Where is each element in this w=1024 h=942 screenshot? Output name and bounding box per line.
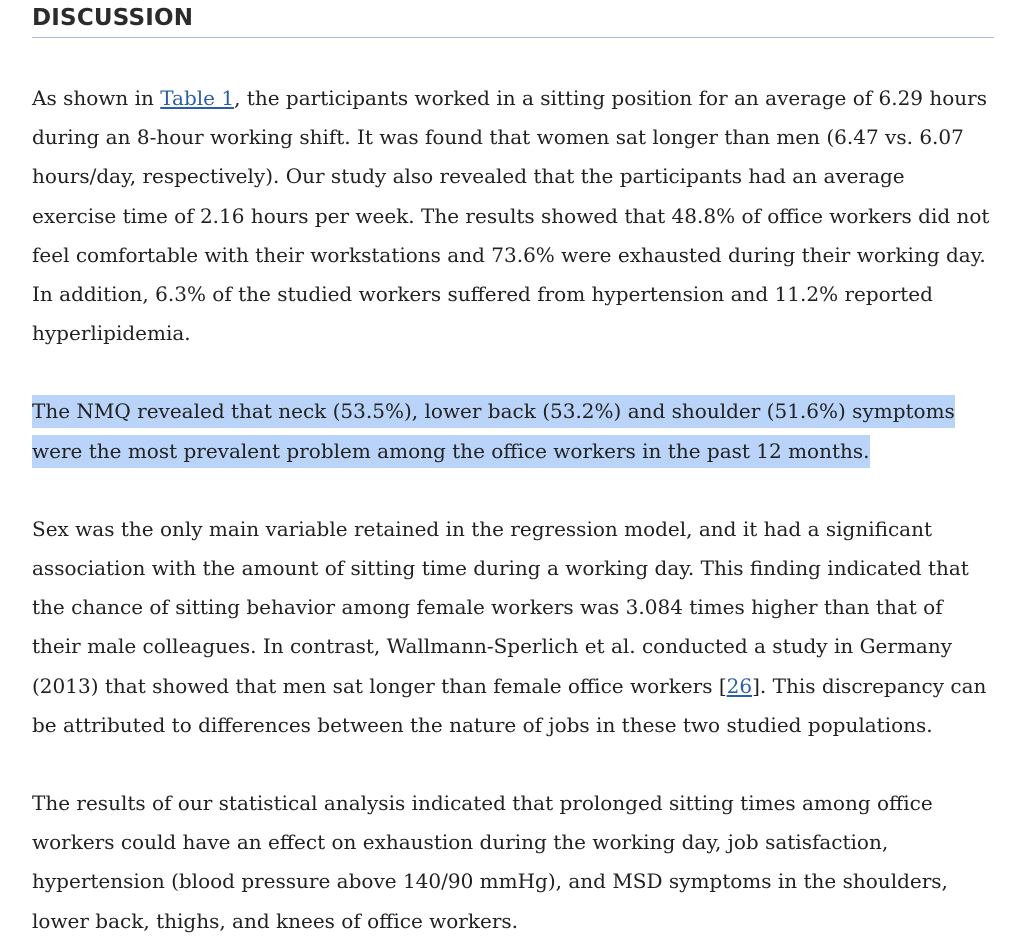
paragraph-text: ]. This discrepancy can be attributed to differences between the nature of jobs in these two studied populations. — [32, 673, 987, 737]
article-discussion-section — [32, 0, 994, 941]
paragraph-text: As shown in — [32, 86, 161, 110]
paragraph-statistical-analysis: The results of our statistical analysis indicated that prolonged sitting times among office workers could have an effect on exhaustion during the working day, job satisfaction, hypertension (blood pressure above 140/90 mmHg), and MSD symptoms in the shoulders, lower back, thighs, and knees of office workers. — [32, 791, 948, 933]
paragraph-regression-model — [32, 510, 994, 745]
table-1-link[interactable]: Table 1 — [160, 86, 235, 110]
selected-text-highlight[interactable]: The NMQ revealed that neck (53.5%), lower back (53.2%) and shoulder (51.6%) symptoms were the most prevalent problem among the office workers in the past 12 months. — [32, 395, 955, 467]
paragraph-text: , the participants worked in a sitting position for an average of 6.29 hours during an 8-hour working shift. It was found that women sat longer than men (6.47 vs. 6.07 hours/day, respectively). Our study also revealed that the participants had an average exercise time of 2.16 hours per week. The results showed that 48.8% of office workers did not feel comfortable with their workstations and 73.6% were exhausted during their working day. In addition, 6.3% of the studied workers suffered from hypertension and 11.2% reported hyperlipidemia. — [32, 86, 990, 346]
paragraph-text: Sex was the only main variable retained in the regression model, and it had a significant association with the amount of sitting time during a working day. This finding indicated that the chance of sitting behavior among female workers was 3.084 times higher than that of their male colleagues. In contrast, Wallmann-Sperlich et al. conducted a study in Germany (2013) that showed that men sat longer than female office workers [ — [32, 516, 969, 698]
section-heading: DISCUSSION — [32, 5, 194, 31]
paragraph-nmq-findings — [32, 392, 994, 470]
paragraph-sitting-time — [32, 79, 994, 353]
heading-divider — [32, 37, 994, 38]
reference-26-link[interactable]: 26 — [726, 673, 753, 698]
